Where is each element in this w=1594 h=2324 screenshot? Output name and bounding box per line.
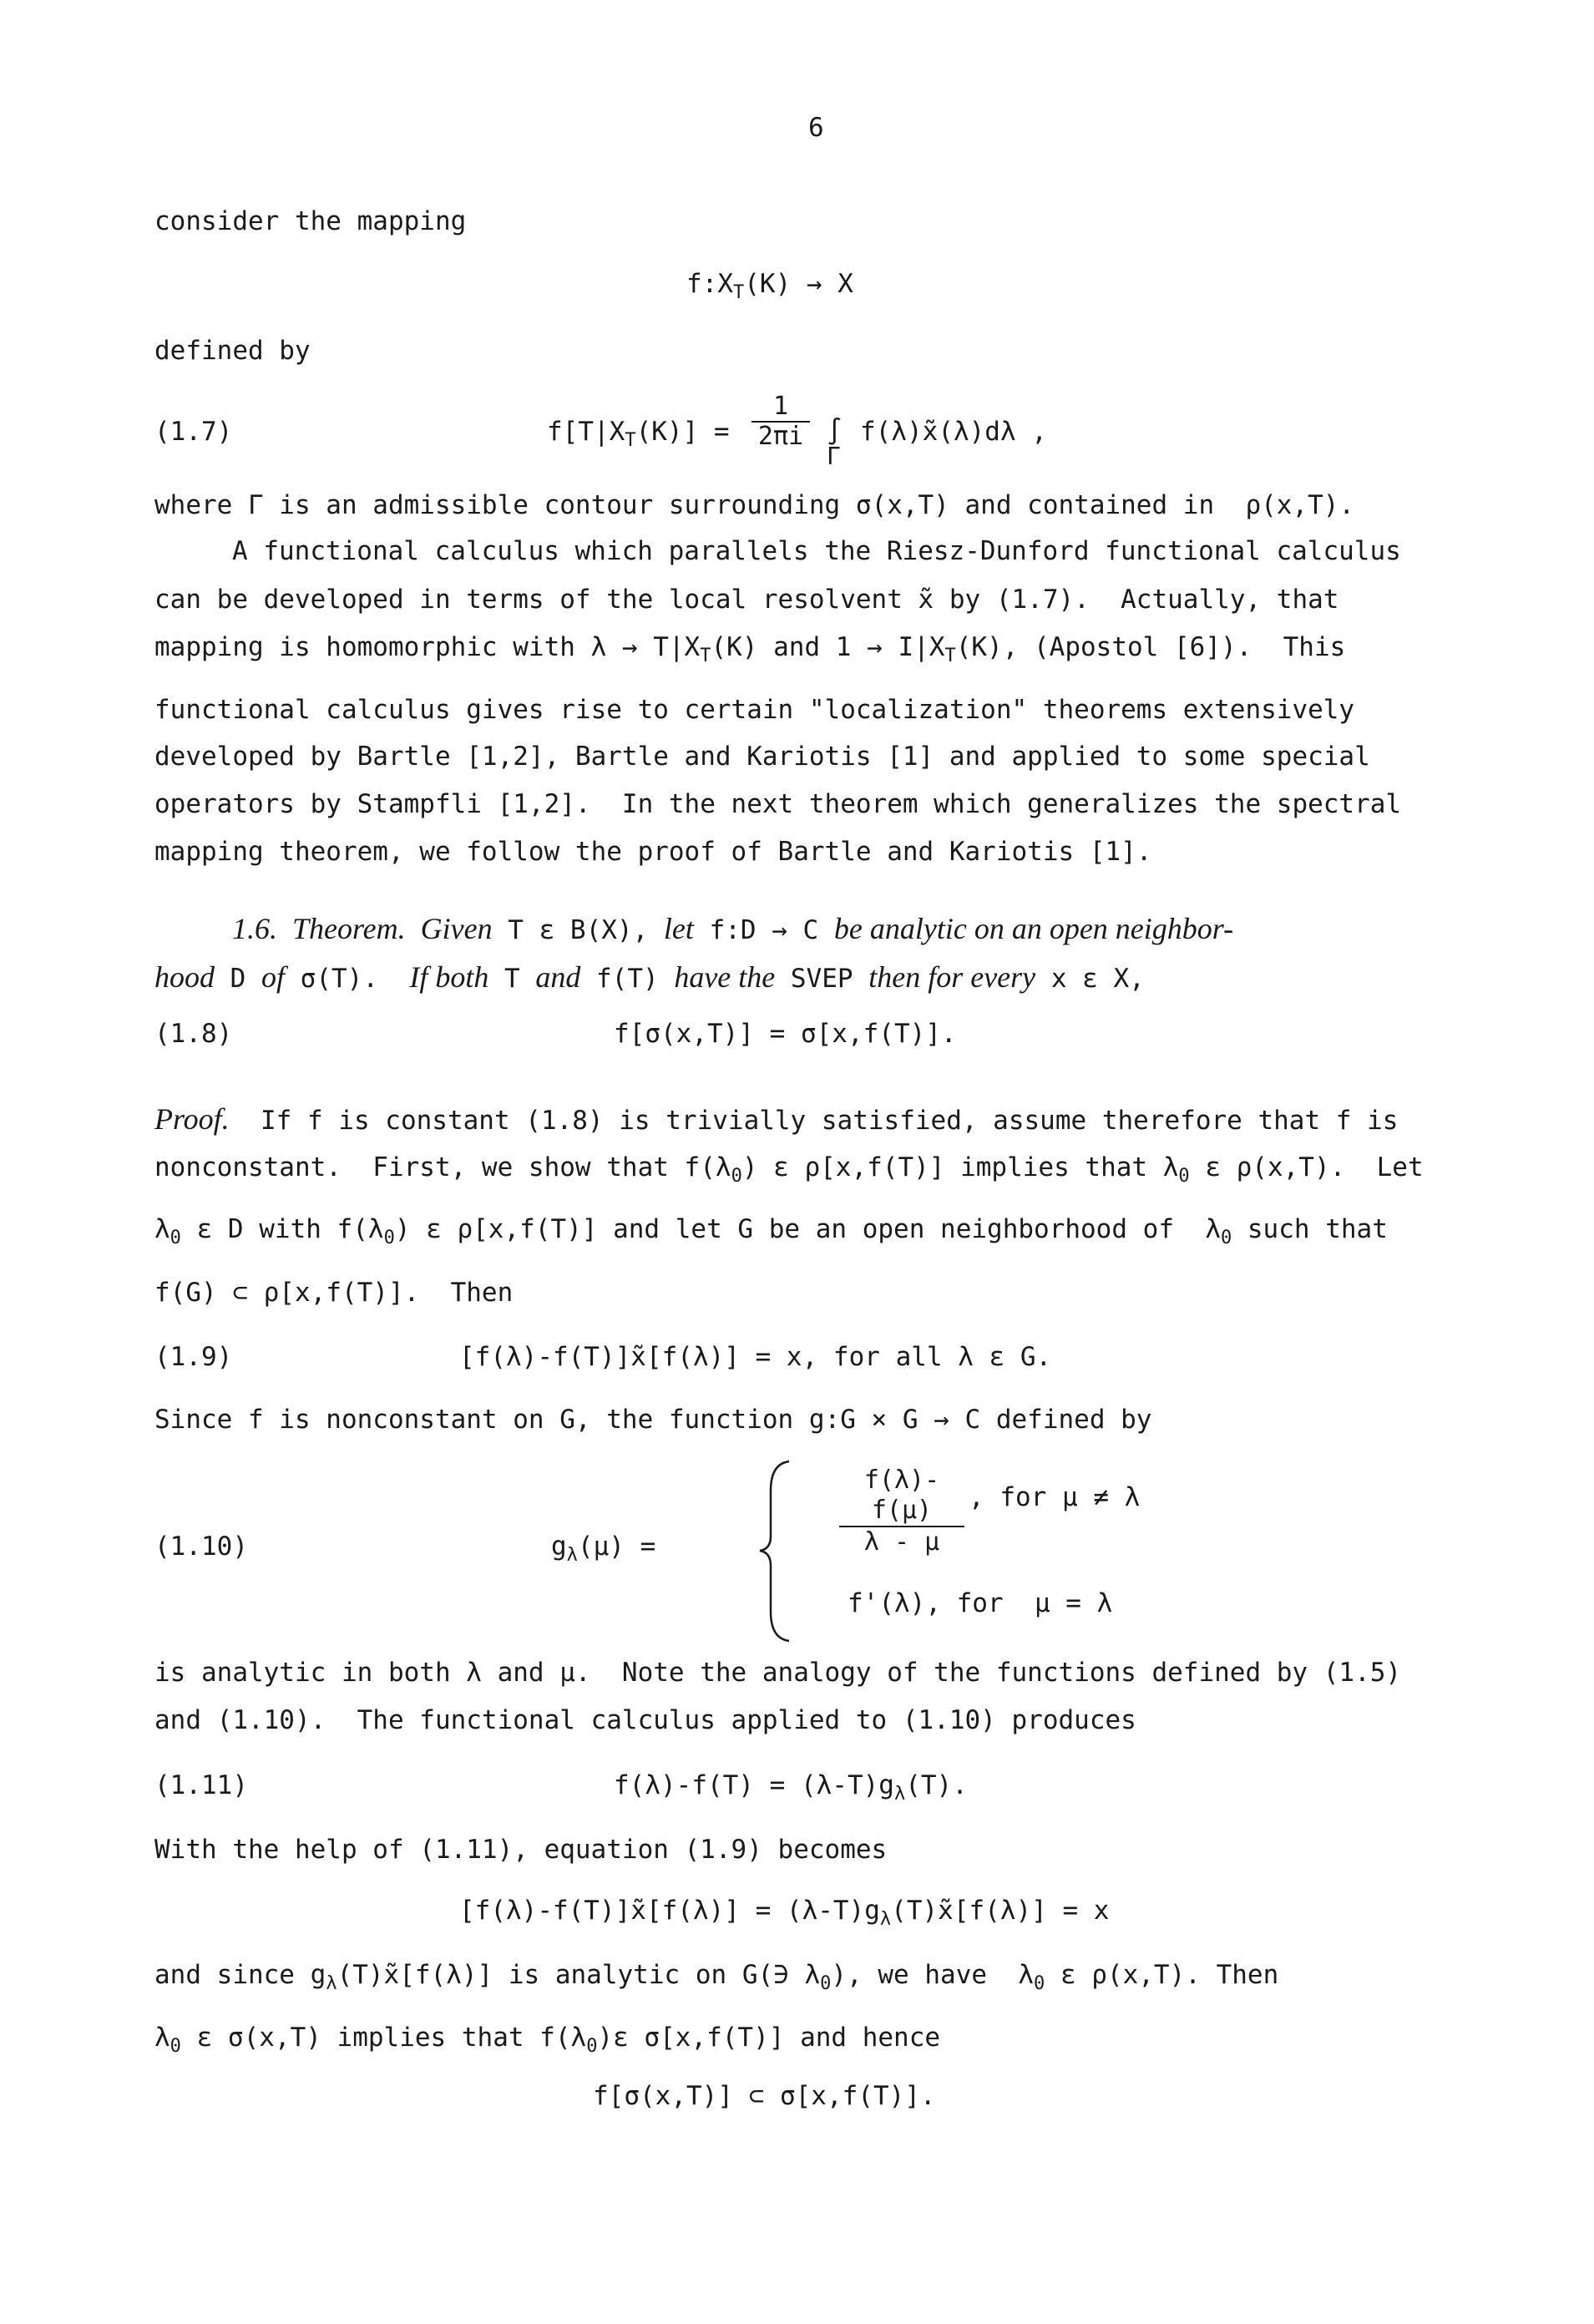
display-equation: $g_\lambda(\mu)$ = <box>551 1532 656 1567</box>
body-line: A functional calculus which parallels the Riesz-Dunford functional calculus <box>232 536 1401 566</box>
body-line: is analytic in both λ and μ. Note the analogy of the functions defined by (1.5) <box>154 1658 1402 1688</box>
body-line: operators by Stampfli [1,2]. In the next theorem which generalizes the spectral <box>154 789 1402 819</box>
left-brace <box>756 1457 797 1645</box>
equation-label: (1.7) <box>154 417 233 447</box>
display-equation: $f[T|X_T(K)]$ = <box>547 417 730 452</box>
equation-label: (1.11) <box>154 1770 248 1800</box>
contour-gamma-label: Γ <box>827 443 841 470</box>
theorem-statement: 1.6. Theorem. Given T ε B(X), let f:D → C be analytic on an open neighbor- <box>232 912 1234 945</box>
display-equation: f[σ(x,T)] ⊂ σ[x,f(T)]. <box>593 2081 936 2111</box>
difference-quotient-fraction: f(λ)-f(μ) λ - μ <box>839 1466 964 1557</box>
display-equation: [f(λ)-f(T)]x̃[f(λ)] = x, for all λ ε G. <box>459 1342 1052 1372</box>
body-line: Since f is nonconstant on G, the function g:G × G → C defined by <box>154 1405 1152 1435</box>
case-line: f'(λ), for μ = λ <box>848 1588 1113 1618</box>
body-line: consider the mapping <box>154 206 467 236</box>
display-equation: [f(λ)-f(T)]x̃[f(λ)] = $(\lambda-T)g_\lambda(T)x̃[f(\lambda)] = x$ <box>459 1896 1110 1931</box>
display-equation: f(λ)x̃(λ)dλ , <box>860 417 1047 447</box>
body-line: $\lambda_0$ ε σ(x,T) implies that $f(\lambda_0)\varepsilon$ σ[x,f(T)] and hence <box>154 2023 941 2058</box>
body-line: With the help of (1.11), equation (1.9) becomes <box>154 1835 888 1865</box>
body-line: f(G) ⊂ ρ[x,f(T)]. Then <box>154 1278 514 1308</box>
body-line: defined by <box>154 336 311 366</box>
body-line: can be developed in terms of the local resolvent x̃ by (1.7). Actually, that <box>154 585 1339 615</box>
fraction-one-over-two-pi-i: 1 2πi <box>751 392 810 451</box>
equation-label: (1.8) <box>154 1019 233 1049</box>
integral-sign: ∫ <box>827 417 843 447</box>
body-line: mapping theorem, we follow the proof of Bartle and Kariotis [1]. <box>154 837 1152 867</box>
body-line: mapping is homomorphic with $\lambda \to T|X_T(K)$ and $1 \to I|X_T(K)$, (Apostol [6]). This <box>154 632 1346 667</box>
proof-line: Proof. If f is constant (1.8) is trivially satisfied, assume therefore that f is <box>154 1102 1399 1136</box>
body-line: functional calculus gives rise to certain "localization" theorems extensively <box>154 695 1355 725</box>
body-line: and since $g_\lambda(T)x̃[f(\lambda)]$ is analytic on G(∋ $\lambda_0$), we have $\lambda_0$ ε ρ(x,T). Then <box>154 1960 1279 1995</box>
body-line: and (1.10). The functional calculus applied to (1.10) produces <box>154 1705 1136 1735</box>
display-equation: f[σ(x,T)] = σ[x,f(T)]. <box>614 1019 957 1049</box>
case-condition: , for μ ≠ λ <box>969 1482 1141 1512</box>
body-line: where Γ is an admissible contour surrounding σ(x,T) and contained in ρ(x,T). <box>154 490 1355 520</box>
body-line: $\lambda_0$ ε D with $f(\lambda_0)$ ε ρ[x,f(T)] and let G be an open neighborhood of $\lambda_0$ such that <box>154 1214 1388 1249</box>
equation-label: (1.9) <box>154 1342 233 1372</box>
display-equation: $f(\lambda)-f(T) = (\lambda-T)g_\lambda(T)$. <box>614 1770 968 1805</box>
page-number: 6 <box>808 113 824 143</box>
body-line: nonconstant. First, we show that $f(\lambda_0)$ ε ρ[x,f(T)] implies that $\lambda_0$ ε ρ(x,T). Let <box>154 1152 1424 1187</box>
display-equation: $f:X_T(K) \to X$ <box>686 269 853 304</box>
equation-label: (1.10) <box>154 1532 248 1562</box>
theorem-statement: hood D of σ(T). If both T and f(T) have the SVEP then for every x ε X, <box>154 960 1145 994</box>
body-line: developed by Bartle [1,2], Bartle and Kariotis [1] and applied to some special <box>154 742 1370 772</box>
